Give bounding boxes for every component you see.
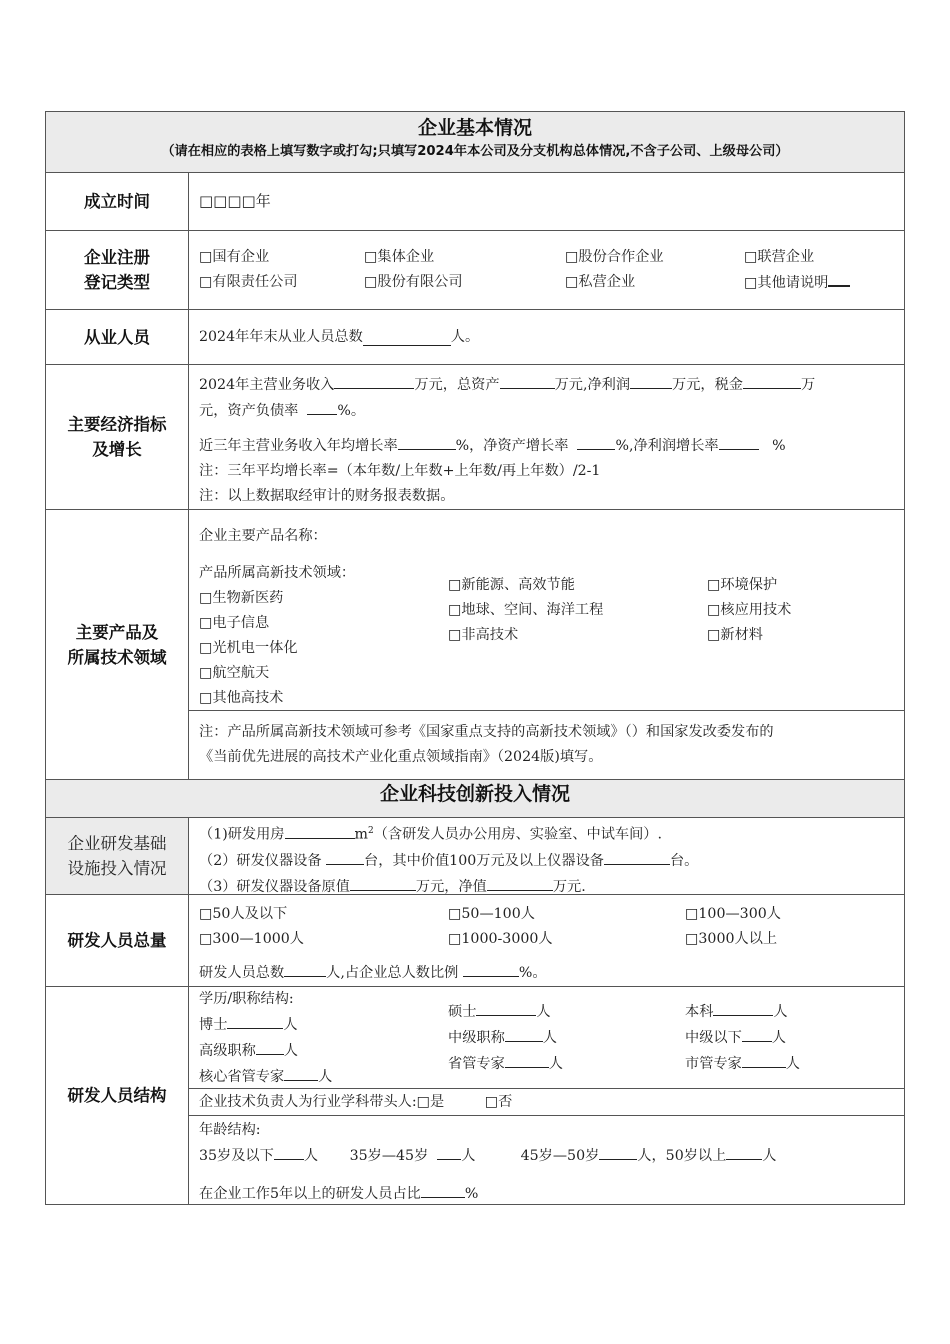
age-structure-label: 年龄结构: <box>199 1122 261 1138</box>
debt-ratio-blank[interactable] <box>307 398 337 415</box>
field-other-high-tech[interactable]: □其他高技术 <box>199 690 284 706</box>
rd-major-equipment-blank[interactable] <box>604 848 670 865</box>
leader-no-checkbox[interactable]: □否 <box>484 1094 513 1110</box>
rd-structure-row: 研发人员结构 学历/职称结构: 博士 人 高级职称 人 核心省管专家 人 硕士 人 中级职称 人 省管专家 人 本科 人 中级以下 人 市管专家 人 企业技术负责人为行业学科带头人:□是 □否 年龄结构: 35岁及以下 人 35岁—45岁 人 45岁—50岁 人，50岁以上 人 在企业工作5年以上的研发人员占比 % <box>46 986 904 1204</box>
profit-blank[interactable] <box>630 372 672 389</box>
product-name-label: 企业主要产品名称： <box>199 528 327 544</box>
leader-yes-checkbox[interactable]: □是 <box>416 1094 445 1110</box>
revenue-growth-blank[interactable] <box>398 433 456 450</box>
employees-row: 从业人员 2024年年末从业人员总数 人。 <box>46 309 904 364</box>
city-expert-blank[interactable] <box>742 1051 786 1068</box>
rd-equipment-count-blank[interactable] <box>326 848 364 865</box>
economic-note-1: 注：三年平均增长率=（本年数/上年数+上年数/再上年数）/2-1 <box>199 463 601 479</box>
edu-structure-label: 学历/职称结构: <box>199 991 294 1007</box>
rd-staff-row: 研发人员总量 □50人及以下 □50—100人 □100—300人 □300—1000人 □1000-3000人 □3000人以上 研发人员总数 人,占企业总人数比例 %。 <box>46 894 904 986</box>
employees-label: 从业人员 <box>46 310 189 364</box>
rd-net-value-blank[interactable] <box>487 874 553 891</box>
option-joint-stock[interactable]: □股份有限公司 <box>364 274 463 290</box>
products-row <box>46 509 904 779</box>
rd-base-label: 企业研发基础 设施投入情况 <box>46 818 189 894</box>
profit-growth-blank[interactable] <box>719 433 759 450</box>
innovation-header <box>46 779 904 817</box>
field-environment[interactable]: □环境保护 <box>707 577 778 593</box>
option-limited-liability[interactable]: □有限责任公司 <box>199 274 298 290</box>
rd-structure-label: 研发人员结构 <box>46 987 189 1204</box>
basic-info-title: 企业基本情况 <box>417 117 532 139</box>
economic-label: 主要经济指标 及增长 <box>46 365 189 509</box>
core-expert-blank[interactable] <box>284 1064 318 1081</box>
founding-row <box>46 172 904 230</box>
province-expert-blank[interactable] <box>505 1051 549 1068</box>
field-aerospace[interactable]: □航空航天 <box>199 665 270 681</box>
option-joint-stock-coop[interactable]: □股份合作企业 <box>565 249 664 265</box>
net-asset-growth-blank[interactable] <box>577 433 615 450</box>
economic-row: 主要经济指标 及增长 2024年主营业务收入 万元，总资产 万元,净利润 万元，税金 万 元，资产负债率 %。 近三年主营业务收入年均增长率 %，净资产增长率 %,净利润增长率 % 注：三年平均增长率=（本年数/上年数+上年数/再上年数）/2-1 注：以上数据取经审计的财务报表数据。 <box>46 364 904 509</box>
enterprise-form <box>45 111 905 1205</box>
basic-info-subtitle: （请在相应的表格上填写数字或打勾;只填写2024年本公司及分支机构总体情况,不含子公司、上级母公司） <box>161 144 789 159</box>
field-new-materials[interactable]: □新材料 <box>707 627 763 643</box>
doctor-blank[interactable] <box>227 1012 283 1029</box>
employees-blank[interactable] <box>363 329 451 346</box>
registration-row <box>46 230 904 309</box>
products-label: 主要产品及 所属技术领域 <box>46 510 189 779</box>
staff-option-50-100[interactable]: □50—100人 <box>448 906 535 922</box>
rd-staff-ratio-blank[interactable] <box>463 960 519 977</box>
rd-base-row: 企业研发基础 设施投入情况 （1)研发用房 $m^2$（含研发人员办公用房、实验室、中试车间）. （2）研发仪器设备 台，其中价值100万元及以上仪器设备 台。 （3）研发仪器设备原值 万元，净值 万元. <box>46 817 904 894</box>
middle-title-blank[interactable] <box>505 1025 543 1042</box>
field-nuclear[interactable]: □核应用技术 <box>707 602 792 618</box>
field-new-energy[interactable]: □新能源、高效节能 <box>448 577 575 593</box>
option-other[interactable]: □其他请说明 <box>744 275 829 291</box>
staff-option-300-1000[interactable]: □300—1000人 <box>199 931 304 947</box>
senior-title-blank[interactable] <box>256 1038 284 1055</box>
tech-field-label: 产品所属高新技术领域： <box>199 565 356 581</box>
tech-leader-question: 企业技术负责人为行业学科带头人:□是 □否 <box>189 1088 904 1115</box>
assets-blank[interactable] <box>500 372 555 389</box>
tax-blank[interactable] <box>743 372 801 389</box>
staff-option-1000-3000[interactable]: □1000-3000人 <box>448 931 553 947</box>
registration-label: 企业注册 登记类型 <box>46 231 189 309</box>
age-over-50-blank[interactable] <box>726 1143 762 1160</box>
field-electronics[interactable]: □电子信息 <box>199 615 270 631</box>
rd-staff-total-blank[interactable] <box>284 960 326 977</box>
economic-note-2: 注：以上数据取经审计的财务报表数据。 <box>199 488 455 504</box>
rd-staff-label: 研发人员总量 <box>46 895 189 986</box>
other-blank[interactable] <box>828 270 850 287</box>
option-private[interactable]: □私营企业 <box>565 274 636 290</box>
products-note-1: 注：产品所属高新技术领域可参考《国家重点支持的高新技术领域》（）和国家发改委发布的 <box>199 724 774 740</box>
bachelor-blank[interactable] <box>713 999 773 1016</box>
innovation-title: 企业科技创新投入情况 <box>379 783 570 805</box>
tenure-ratio-blank[interactable] <box>421 1181 465 1198</box>
option-state-owned[interactable]: □国有企业 <box>199 249 270 265</box>
revenue-blank[interactable] <box>334 372 414 389</box>
rd-room-area-blank[interactable] <box>285 822 355 839</box>
rd-original-value-blank[interactable] <box>350 874 416 891</box>
basic-info-header <box>46 112 904 172</box>
master-blank[interactable] <box>476 999 536 1016</box>
age-45-50-blank[interactable] <box>599 1143 637 1160</box>
age-under-35-blank[interactable] <box>274 1143 304 1160</box>
age-35-45-blank[interactable] <box>437 1143 461 1160</box>
founding-label: 成立时间 <box>46 173 189 230</box>
staff-option-under-50[interactable]: □50人及以下 <box>199 906 288 922</box>
option-joint-venture[interactable]: □联营企业 <box>744 249 815 265</box>
below-middle-blank[interactable] <box>742 1025 772 1042</box>
field-biomedicine[interactable]: □生物新医药 <box>199 590 284 606</box>
field-earth-space-ocean[interactable]: □地球、空间、海洋工程 <box>448 602 604 618</box>
field-non-high-tech[interactable]: □非高技术 <box>448 627 519 643</box>
option-collective[interactable]: □集体企业 <box>364 249 435 265</box>
products-note-2: 《当前优先进展的高技术产业化重点领域指南》（2024版)填写。 <box>199 749 603 765</box>
staff-option-100-300[interactable]: □100—300人 <box>685 906 781 922</box>
field-optomechatronics[interactable]: □光机电一体化 <box>199 640 298 656</box>
staff-option-over-3000[interactable]: □3000人以上 <box>685 931 778 947</box>
founding-year-field[interactable]: □□□□年 <box>199 192 271 210</box>
